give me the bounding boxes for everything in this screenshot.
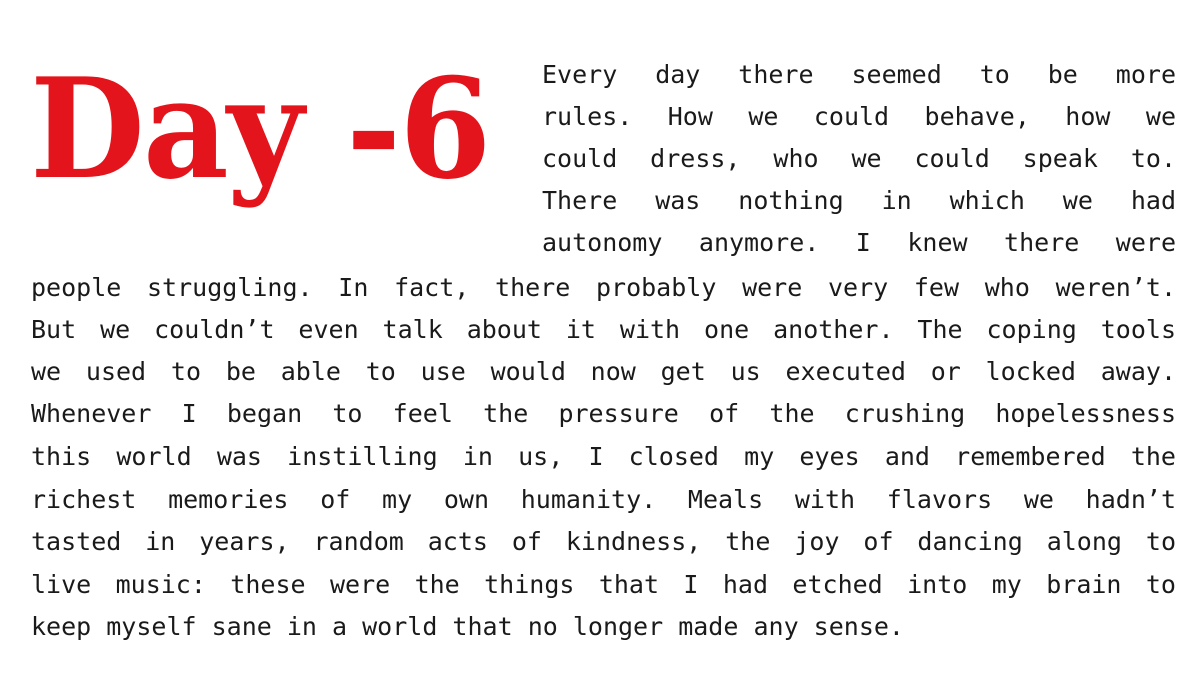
story-line-14: keep myself sane in a world that no longer made any sense. bbox=[31, 612, 904, 641]
story-line-7: But we couldn’t even talk about it with one another. The coping tools bbox=[31, 315, 1176, 344]
story-line-2: rules. How we could behave, how we bbox=[542, 102, 1176, 131]
story-line-4: There was nothing in which we had bbox=[542, 186, 1176, 215]
story-line-3: could dress, who we could speak to. bbox=[542, 144, 1176, 173]
story-line-11: richest memories of my own humanity. Meals with flavors we hadn’t bbox=[31, 485, 1176, 514]
story-line-9: Whenever I began to feel the pressure of the crushing hopelessness bbox=[31, 399, 1176, 428]
story-line-6: people struggling. In fact, there probably were very few who weren’t. bbox=[31, 273, 1176, 302]
story-line-10: this world was instilling in us, I closed my eyes and remembered the bbox=[31, 442, 1176, 471]
story-line-12: tasted in years, random acts of kindness, the joy of dancing along to bbox=[31, 527, 1176, 556]
story-line-13: live music: these were the things that I had etched into my brain to bbox=[31, 570, 1176, 599]
story-line-5: autonomy anymore. I knew there were bbox=[542, 228, 1176, 257]
story-line-8: we used to be able to use would now get us executed or locked away. bbox=[31, 357, 1176, 386]
story-line-1: Every day there seemed to be more bbox=[542, 60, 1176, 89]
day-heading: Day -6 bbox=[30, 47, 490, 210]
